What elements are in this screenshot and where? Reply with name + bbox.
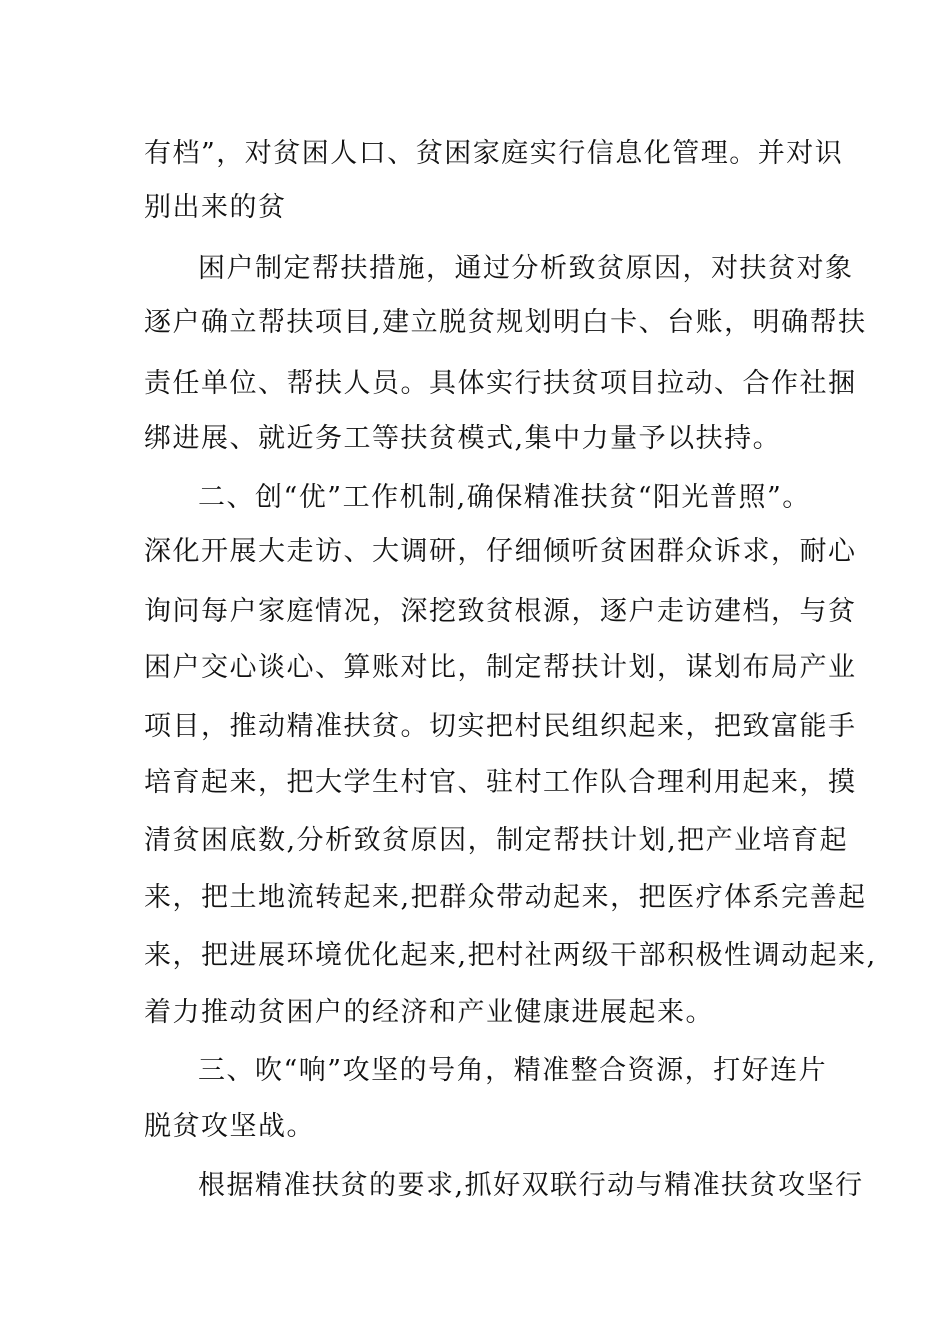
text-line: 绑进展、就近务工等扶贫模式,集中力量予以扶持。 bbox=[144, 423, 782, 454]
text-line: 着力推动贫困户的经济和产业健康进展起来。 bbox=[144, 997, 714, 1028]
text-line: 项目，推动精准扶贫。切实把村民组织起来，把致富能手 bbox=[144, 711, 857, 742]
text-line: 有档”，对贫困人口、贫困家庭实行信息化管理。并对识 bbox=[144, 138, 844, 169]
text-line: 脱贫攻坚战。 bbox=[144, 1111, 315, 1142]
text-line: 困户交心谈心、算账对比，制定帮扶计划，谋划布局产业 bbox=[144, 652, 857, 683]
text-line: 来，把土地流转起来,把群众带动起来，把医疗体系完善起 bbox=[144, 882, 867, 913]
text-line: 责任单位、帮扶人员。具体实行扶贫项目拉动、合作社捆 bbox=[144, 368, 857, 399]
paragraph-start-line: 困户制定帮扶措施，通过分析致贫原因，对扶贫对象 bbox=[198, 253, 854, 284]
text-line: 别出来的贫 bbox=[144, 192, 287, 223]
text-line: 询问每户家庭情况，深挖致贫根源，逐户走访建档，与贫 bbox=[144, 596, 857, 627]
text-line: 培育起来，把大学生村官、驻村工作队合理利用起来，摸 bbox=[144, 767, 857, 798]
text-line: 深化开展大走访、大调研，仔细倾听贫困群众诉求，耐心 bbox=[144, 536, 857, 567]
text-line: 清贫困底数,分析致贫原因，制定帮扶计划,把产业培育起 bbox=[144, 825, 849, 856]
text-line: 逐户确立帮扶项目,建立脱贫规划明白卡、台账，明确帮扶 bbox=[144, 307, 867, 338]
paragraph-start-line: 根据精准扶贫的要求,抓好双联行动与精准扶贫攻坚行 bbox=[198, 1170, 864, 1201]
section-heading-line: 二、创“优”工作机制,确保精准扶贫“阳光普照”。 bbox=[198, 482, 811, 513]
text-line: 来，把进展环境优化起来,把村社两级干部积极性调动起来, bbox=[144, 940, 877, 971]
section-heading-line: 三、吹“响”攻坚的号角，精准整合资源，打好连片 bbox=[198, 1055, 828, 1086]
